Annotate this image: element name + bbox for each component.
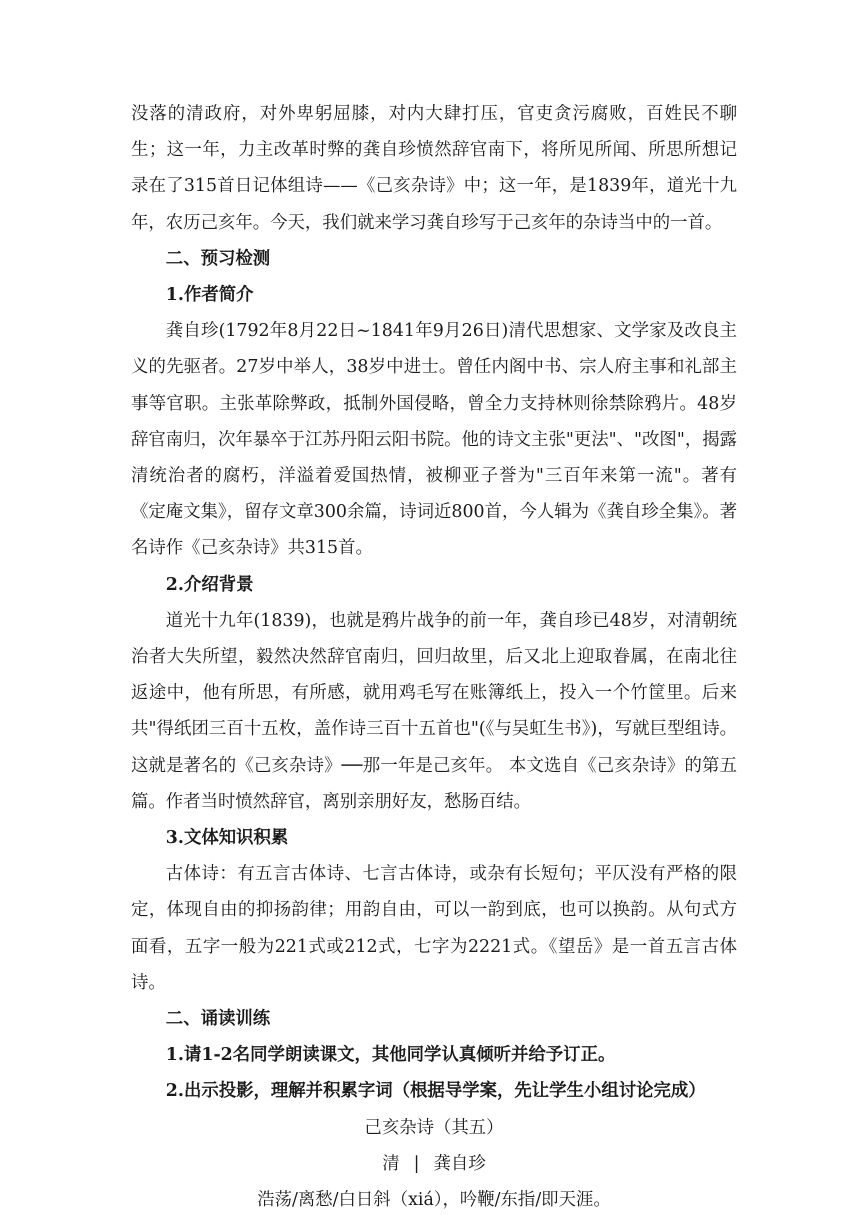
poem-line-1: 浩荡/离愁/白日斜（xiá），吟鞭/东指/即天涯。 <box>257 1190 611 1211</box>
author-intro-paragraph: 龚自珍(1792年8月22日~1841年9月26日)清代思想家、文学家及改良主义的先驱者。27岁中举人，38岁中进士。曾任内阁中书、宗人府主事和礼部主事等官职。主张革除弊政，抵制外国侵略，曾全力支持林则徐禁除鸦片。48岁辞官南归，次年暴卒于江苏丹阳云阳书院。他的诗文主张"更法"、"改图"，揭露清统治者的腐朽，洋溢着爱国热情，被柳亚子誉为"三百年来第一流"。著有《定庵文集》，留存文章300余篇，诗词近800首，今人辑为《龚自珍全集》。著名诗作《己亥杂诗》共315首。 <box>131 321 737 559</box>
background-heading: 2.介绍背景 <box>165 574 254 595</box>
genre-paragraph: 古体诗：有五言古体诗、七言古体诗，或杂有长短句；平仄没有严格的限定，体现自由的抑扬韵律；用韵自由，可以一韵到底，也可以换韵。从句式方面看，五字一般为221式或212式，七字为2221式。《望岳》是一首五言古体诗。 <box>131 864 737 993</box>
intro-paragraph: 没落的清政府，对外卑躬屈膝，对内大肆打压，官吏贪污腐败，百姓民不聊生；这一年，力主改革时弊的龚自珍愤然辞官南下，将所见所闻、所思所想记录在了315首日记体组诗——《己亥杂诗》中；这一年，是1839年，道光十九年，农历己亥年。今天，我们就来学习龚自珍写于己亥年的杂诗当中的一首。 <box>131 104 737 233</box>
section-heading-preview: 二、预习检测 <box>165 248 271 269</box>
document-body <box>131 96 737 1218</box>
poem-byline <box>131 1146 737 1182</box>
byline-separator: | <box>413 1153 420 1174</box>
reading-step-1: 1.请1-2名同学朗读课文，其他同学认真倾听并给予订正。 <box>165 1045 616 1066</box>
section-heading-reading: 二、诵读训练 <box>165 1009 271 1030</box>
background-paragraph: 道光十九年(1839)，也就是鸦片战争的前一年，龚自珍已48岁，对清朝统治者大失所望，毅然决然辞官南归，回归故里，后又北上迎取眷属，在南北往返途中，他有所思，有所感，就用鸡毛写在账簿纸上，投入一个竹筐里。后来共"得纸团三百十五枚，盖作诗三百十五首也"(《与吴虹生书》)，写就巨型组诗。这就是著名的《己亥杂诗》──那一年是己亥年。 本文选自《己亥杂诗》的第五篇。作者当时愤然辞官，离别亲朋好友，愁肠百结。 <box>131 610 737 812</box>
poem-dynasty: 清 <box>382 1153 400 1174</box>
poem-title: 己亥杂诗（其五） <box>364 1117 504 1138</box>
poem-author: 龚自珍 <box>433 1153 486 1174</box>
author-intro-heading: 1.作者简介 <box>165 285 254 306</box>
reading-step-2: 2.出示投影，理解并积累字词（根据导学案，先让学生小组讨论完成） <box>165 1081 706 1102</box>
genre-heading: 3.文体知识积累 <box>165 828 289 849</box>
